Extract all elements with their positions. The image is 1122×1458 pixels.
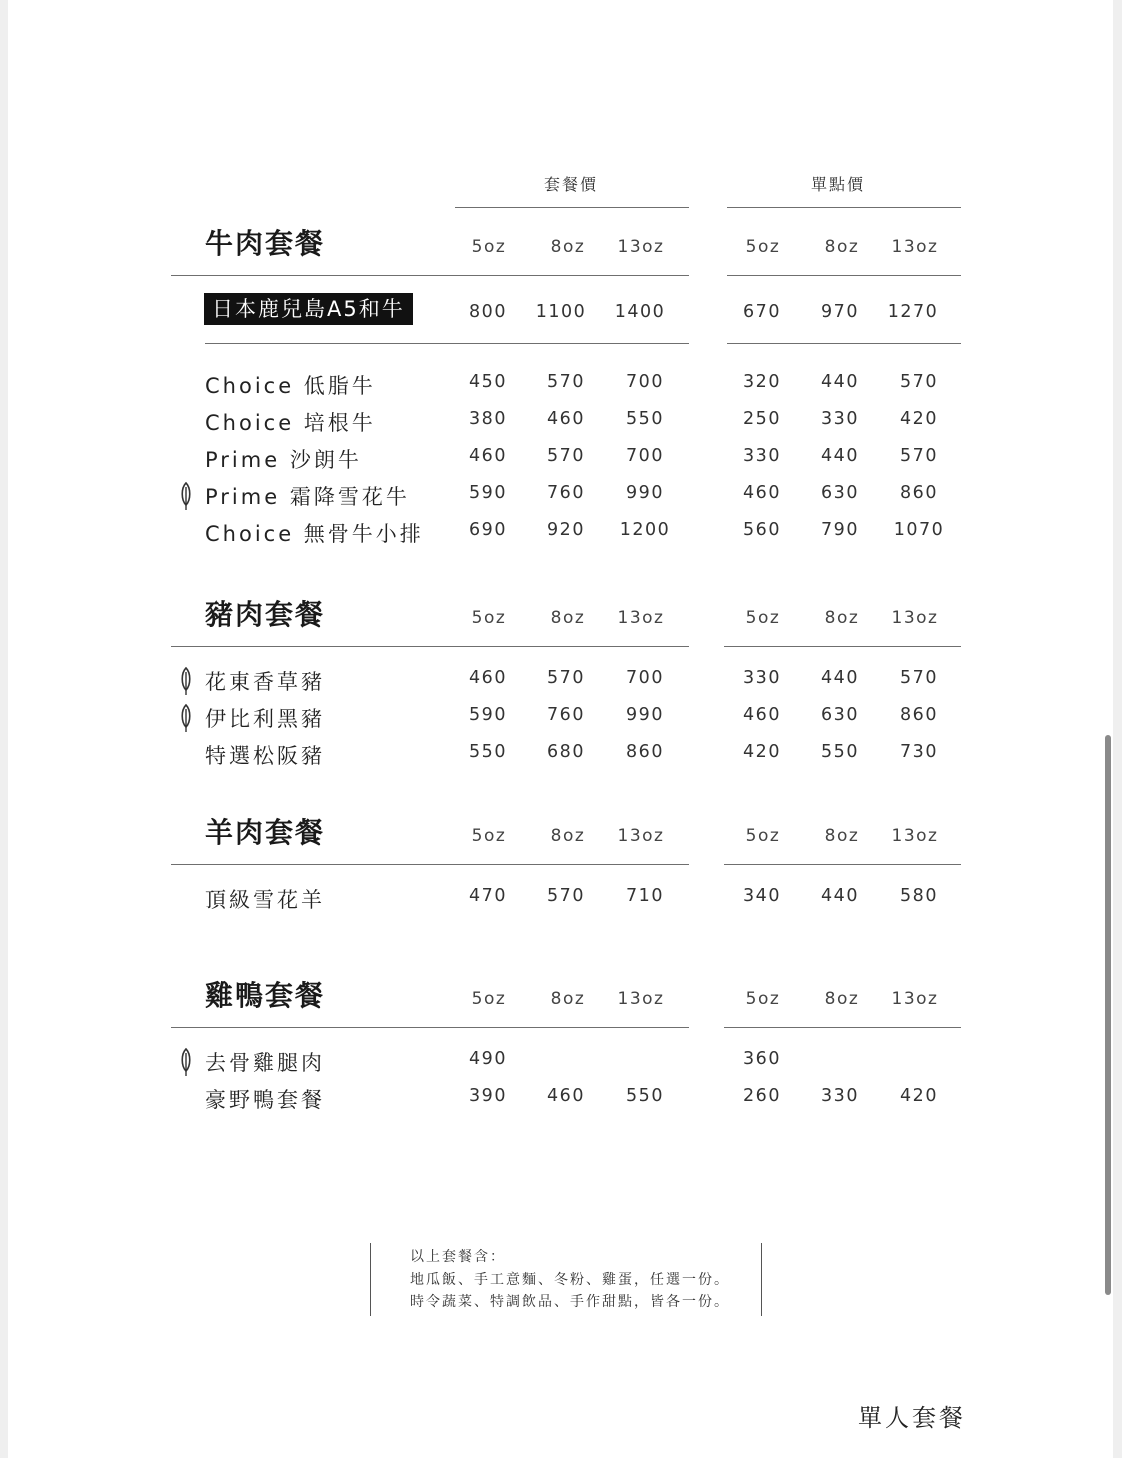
price: 760	[547, 705, 585, 725]
section-title-pork: 豬肉套餐	[205, 598, 326, 631]
menu-item-name: Prime 沙朗牛	[205, 448, 362, 472]
price: 730	[900, 742, 938, 762]
menu-item-name: Prime 霜降雪花牛	[205, 485, 410, 509]
note-right-bar	[761, 1243, 762, 1316]
price: 1070	[893, 520, 945, 540]
price: 550	[626, 409, 664, 429]
price: 710	[626, 886, 664, 906]
size-label: 5oz	[745, 826, 781, 846]
price: 260	[743, 1086, 781, 1106]
single-price-header: 單點價	[810, 175, 865, 194]
price: 460	[547, 1086, 585, 1106]
price: 330	[743, 446, 781, 466]
price: 790	[821, 520, 859, 540]
size-label: 8oz	[824, 608, 860, 628]
scrollbar[interactable]	[1105, 735, 1111, 1295]
featured-rule	[727, 343, 961, 344]
price: 570	[547, 668, 585, 688]
price: 1270	[887, 302, 939, 322]
menu-item-name: 頂級雪花羊	[205, 888, 325, 912]
price: 590	[469, 705, 507, 725]
size-label: 8oz	[550, 989, 586, 1009]
menu-item-name: 豪野鴨套餐	[205, 1088, 325, 1112]
price: 630	[821, 483, 859, 503]
page-footer-title: 單人套餐	[858, 1404, 966, 1432]
price: 460	[743, 705, 781, 725]
single-price-header-rule	[727, 207, 961, 208]
menu-item-row	[8, 444, 1113, 476]
price: 860	[900, 483, 938, 503]
size-label: 8oz	[550, 608, 586, 628]
price: 420	[900, 1086, 938, 1106]
price: 340	[743, 886, 781, 906]
price: 860	[900, 705, 938, 725]
price: 460	[743, 483, 781, 503]
size-label: 5oz	[471, 826, 507, 846]
price: 440	[821, 446, 859, 466]
price: 690	[469, 520, 507, 540]
price: 490	[469, 1049, 507, 1069]
featured-rule	[205, 343, 689, 344]
section-rule	[724, 646, 961, 647]
size-label: 8oz	[824, 237, 860, 257]
menu-item-name: 花東香草豬	[205, 670, 325, 694]
price: 360	[743, 1049, 781, 1069]
featured-item-name: 日本鹿兒島A5和牛	[204, 293, 413, 325]
size-label: 8oz	[550, 826, 586, 846]
section-title-poultry: 雞鴨套餐	[205, 979, 326, 1012]
set-price-header: 套餐價	[543, 175, 598, 194]
menu-item-row	[8, 370, 1113, 402]
price: 970	[821, 302, 859, 322]
price: 570	[900, 372, 938, 392]
price: 250	[743, 409, 781, 429]
size-label: 8oz	[550, 237, 586, 257]
price: 800	[469, 302, 507, 322]
size-label: 5oz	[471, 608, 507, 628]
price: 990	[626, 483, 664, 503]
size-label: 13oz	[617, 989, 665, 1009]
price: 670	[743, 302, 781, 322]
price: 560	[743, 520, 781, 540]
size-label: 5oz	[745, 989, 781, 1009]
price: 460	[469, 668, 507, 688]
size-label: 13oz	[891, 989, 939, 1009]
price: 700	[626, 668, 664, 688]
menu-item-name: Choice 無骨牛小排	[205, 522, 424, 546]
note-left-bar	[370, 1243, 371, 1316]
size-label: 13oz	[891, 237, 939, 257]
size-label: 8oz	[824, 826, 860, 846]
section-rule	[171, 646, 689, 647]
price: 440	[821, 886, 859, 906]
note-line: 地瓜飯、手工意麵、冬粉、雞蛋，任選一份。	[410, 1271, 730, 1288]
section-rule	[727, 275, 961, 276]
price: 420	[900, 409, 938, 429]
price: 320	[743, 372, 781, 392]
price: 550	[469, 742, 507, 762]
price: 1200	[619, 520, 671, 540]
price: 550	[821, 742, 859, 762]
menu-item-row	[8, 1047, 1113, 1079]
price: 440	[821, 372, 859, 392]
size-label: 13oz	[617, 826, 665, 846]
price: 570	[900, 446, 938, 466]
section-rule	[724, 1027, 961, 1028]
price: 570	[547, 446, 585, 466]
size-label: 13oz	[891, 608, 939, 628]
menu-item-name: 去骨雞腿肉	[205, 1051, 325, 1075]
size-label: 5oz	[745, 608, 781, 628]
size-label: 8oz	[824, 989, 860, 1009]
section-rule	[171, 864, 689, 865]
featured-item-row	[8, 300, 1113, 332]
menu-page	[8, 0, 1113, 1458]
size-label: 13oz	[617, 608, 665, 628]
menu-item-row	[8, 740, 1113, 772]
price: 700	[626, 372, 664, 392]
price: 630	[821, 705, 859, 725]
size-label: 5oz	[745, 237, 781, 257]
note-line: 以上套餐含：	[410, 1249, 506, 1265]
menu-item-name: 伊比利黑豬	[205, 707, 325, 731]
menu-item-row	[8, 666, 1113, 698]
section-rule	[171, 275, 689, 276]
menu-item-name: 特選松阪豬	[205, 744, 325, 768]
size-label: 13oz	[891, 826, 939, 846]
size-label: 5oz	[471, 237, 507, 257]
price: 1100	[535, 302, 587, 322]
menu-item-row	[8, 407, 1113, 439]
menu-item-row	[8, 1084, 1113, 1116]
price: 680	[547, 742, 585, 762]
price: 570	[900, 668, 938, 688]
menu-item-row	[8, 703, 1113, 735]
price: 330	[821, 1086, 859, 1106]
price: 460	[547, 409, 585, 429]
section-rule	[171, 1027, 689, 1028]
price: 570	[547, 372, 585, 392]
size-label: 13oz	[617, 237, 665, 257]
set-price-header-rule	[455, 207, 689, 208]
menu-item-row	[8, 518, 1113, 550]
section-rule	[724, 864, 961, 865]
set-includes-note	[410, 1246, 730, 1314]
price: 440	[821, 668, 859, 688]
price: 470	[469, 886, 507, 906]
menu-item-name: Choice 低脂牛	[205, 374, 376, 398]
menu-item-row	[8, 481, 1113, 513]
price: 380	[469, 409, 507, 429]
price: 920	[547, 520, 585, 540]
price: 330	[821, 409, 859, 429]
note-line: 時令蔬菜、特調飲品、手作甜點，皆各一份。	[410, 1294, 730, 1310]
price: 390	[469, 1086, 507, 1106]
menu-item-name: Choice 培根牛	[205, 411, 376, 435]
price: 570	[547, 886, 585, 906]
price: 580	[900, 886, 938, 906]
price: 760	[547, 483, 585, 503]
price: 1400	[614, 302, 666, 322]
section-title-beef: 牛肉套餐	[205, 227, 326, 260]
section-title-lamb: 羊肉套餐	[205, 816, 326, 849]
price: 330	[743, 668, 781, 688]
price: 860	[626, 742, 664, 762]
price: 700	[626, 446, 664, 466]
price: 550	[626, 1086, 664, 1106]
price: 460	[469, 446, 507, 466]
price: 990	[626, 705, 664, 725]
price: 590	[469, 483, 507, 503]
menu-item-row	[8, 884, 1113, 916]
price: 420	[743, 742, 781, 762]
price: 450	[469, 372, 507, 392]
size-label: 5oz	[471, 989, 507, 1009]
